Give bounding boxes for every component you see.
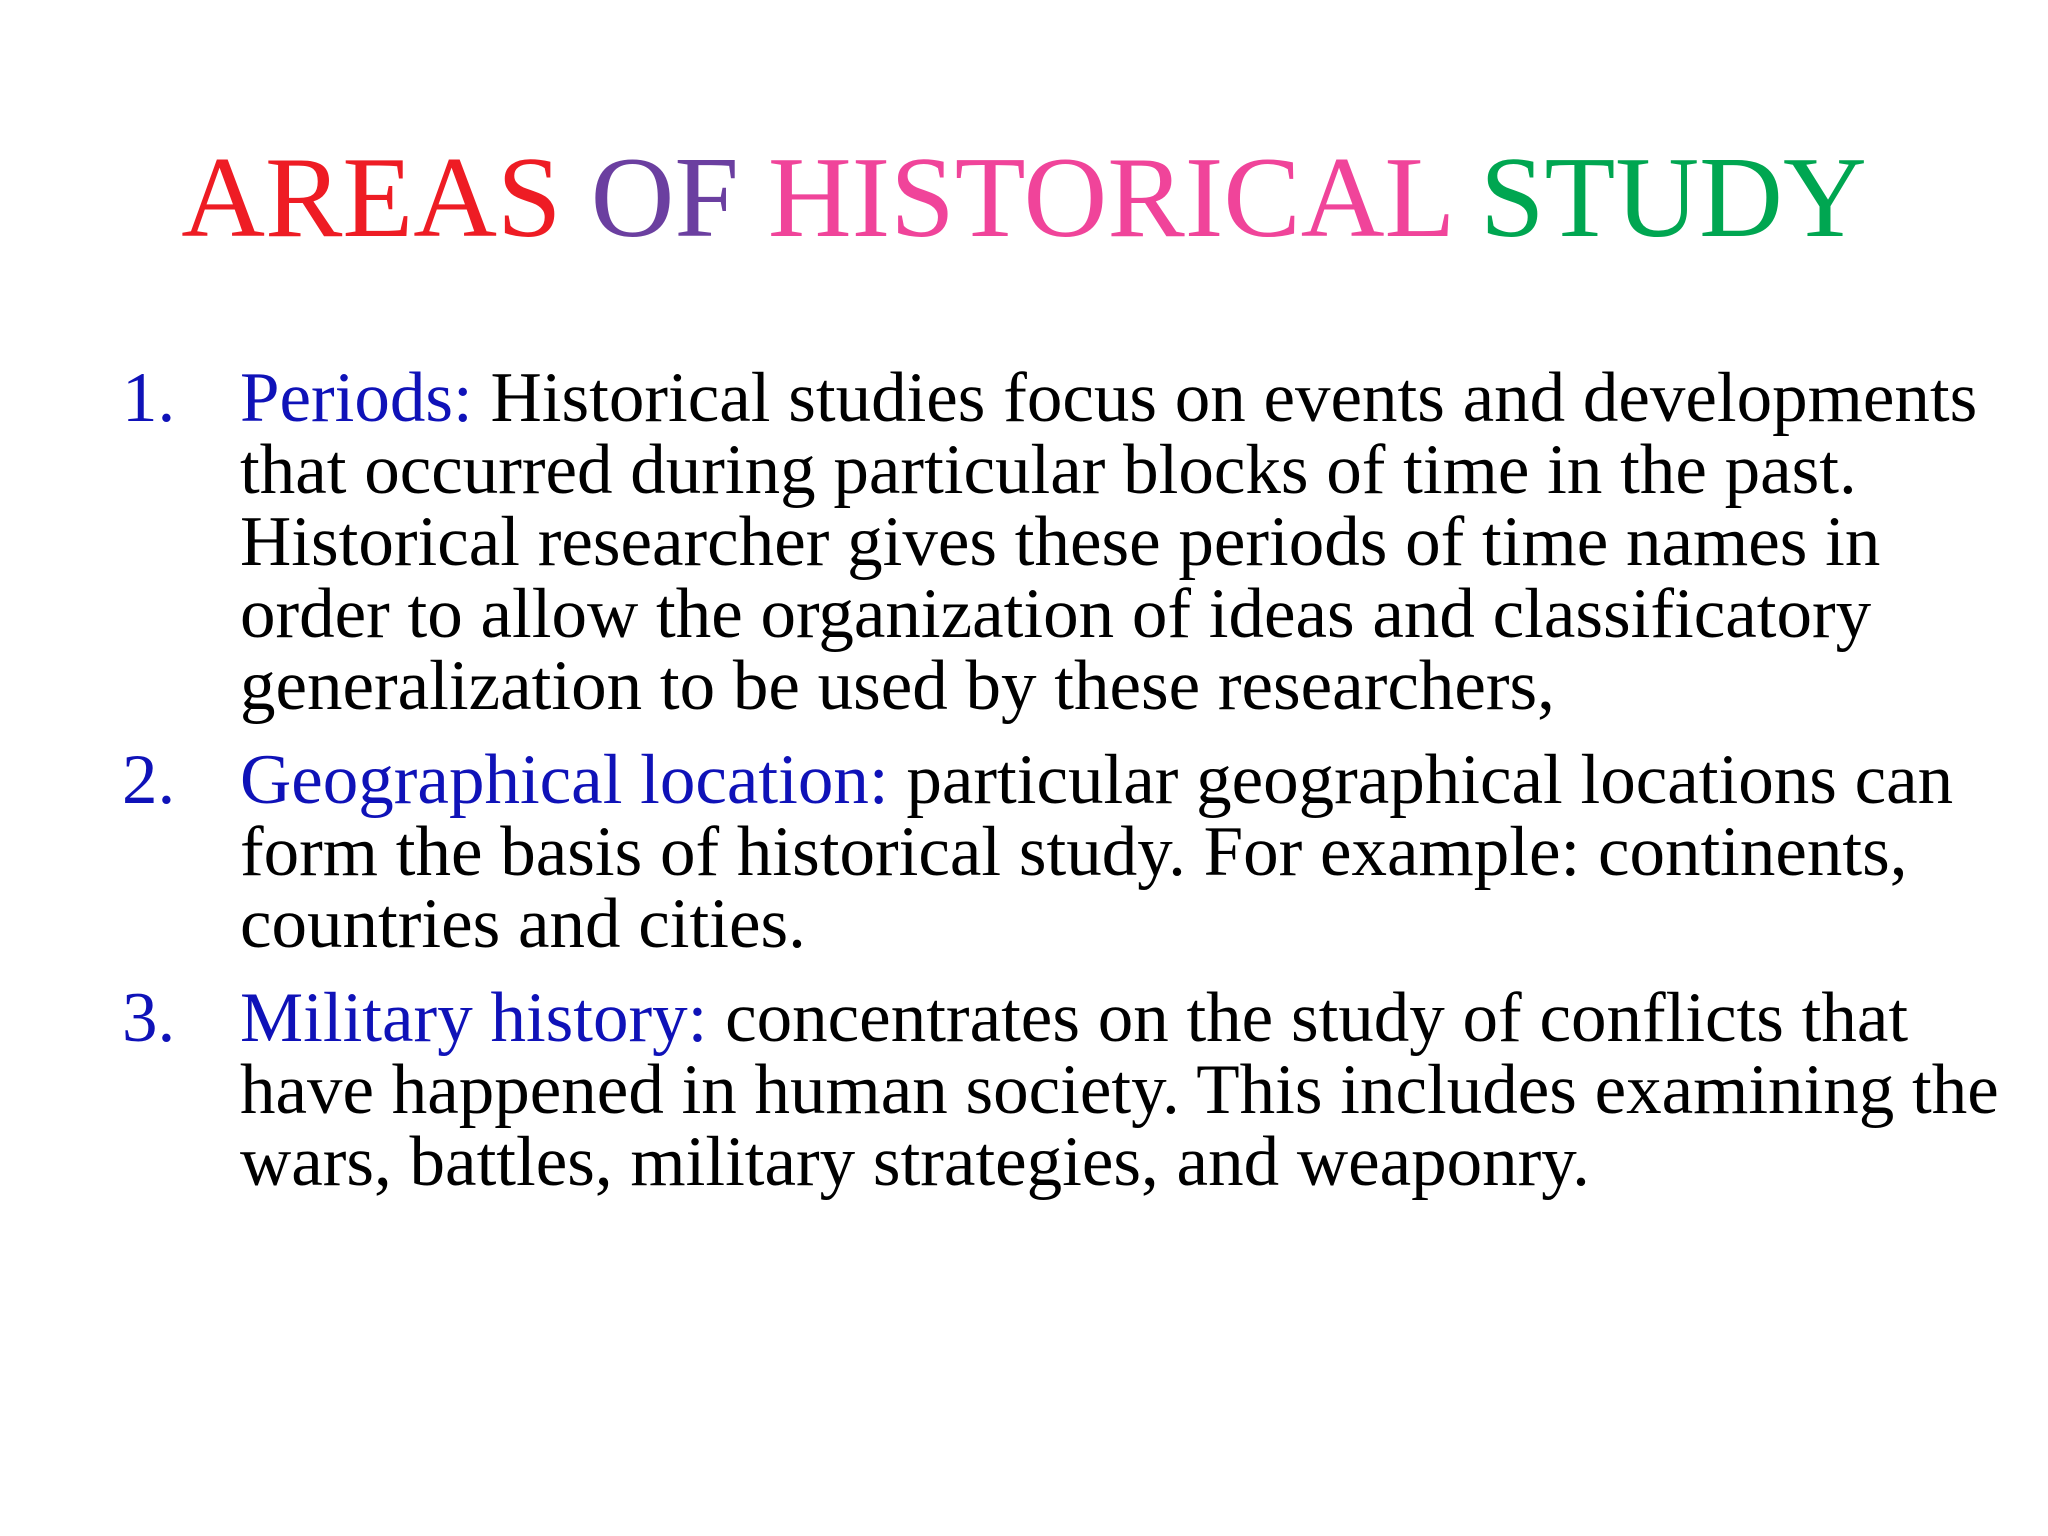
item-number: 1. <box>122 359 176 437</box>
item-description: Historical studies focus on events and developments that occurred during particular blocks of time in the past. Historical researcher gives these periods of time names in order to allow the organization of ideas and classificatory generalization to be used by these researchers, <box>240 359 1978 725</box>
item-term: Geographical location: <box>240 741 907 819</box>
item-term: Periods: <box>240 359 491 437</box>
list-item <box>122 979 2002 1201</box>
list-item <box>122 359 2002 725</box>
list-item <box>122 741 2002 963</box>
title-word-study: STUDY <box>1480 134 1867 262</box>
title-word-areas: AREAS <box>181 134 562 262</box>
slide-title <box>0 128 2048 268</box>
item-number: 2. <box>122 741 176 819</box>
areas-list <box>122 359 2002 1220</box>
item-description: concentrates on the study of conflicts that have happened in human society. This includes examining the wars, battles, military strategies, and weaponry. <box>240 979 1999 1201</box>
item-description: particular geographical locations can form the basis of historical study. For example: continents, countries and cities. <box>240 741 1954 963</box>
item-number: 3. <box>122 979 176 1057</box>
title-word-of: OF <box>590 134 739 262</box>
item-term: Military history: <box>240 979 726 1057</box>
title-word-historical: HISTORICAL <box>767 134 1452 262</box>
